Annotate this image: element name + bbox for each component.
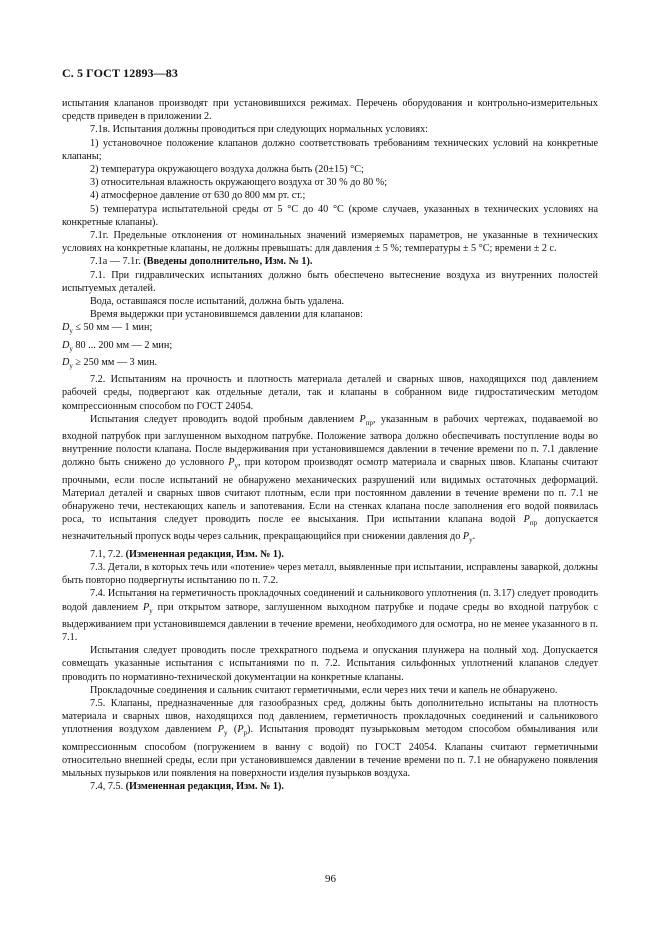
paragraph: Время выдержки при установившемся давлении для клапанов: [90,309,363,321]
paragraph: 7.2. Испытаниям на прочность и плотность материала деталей и сварных швов, находящихся под давлением рабочей среды, подвергают как отдельные детали, так и клапаны в собранном виде гидростатическим методом компрессионным способом по ГОСТ 24054. [62,374,598,412]
list-item: $D_у \le 50$ мм — 1 мин; [62,322,153,336]
paragraph: 7.1. При гидравлических испытаниях должно быть обеспечено вытеснение воздуха из внутренних полостей испытуемых деталей. [62,269,598,294]
paragraph: Испытания следует проводить после трехкратного подъема и опускания плунжера на полный ход. Допускается совмещать указанные испытания с испытаниями по п. 7.2. Испытания сильфонных уплотнений клапанов следует проводить по нормативно-технической документации на конкретные клапаны. [62,645,598,683]
paragraph: 7.5. Клапаны, предназначенные для газообразных сред, должны быть дополнительно испытаны на плотность материала и сварных швов, находящихся под давлением, герметичность прокладочных соединений и сальникового уплотнения воздухом давлением $P_у$ $(P_р)$. Испытания проводят пузырьковым методом способом обмыливания или компрессионным способом (погружением в ванну с водой) по ГОСТ 24054. Клапаны считают герметичными относительно внешней среды, если при установившемся давлении в течение времени по п. 7.1 не обнаружено появления мыльных пузырьков или появления на поверхности изделия пузырьков воздуха. [62,697,598,780]
amendment-note: 7.4, 7.5. (Измененная редакция, Изм. № 1). [90,781,284,793]
page-header: С. 5 ГОСТ 12893—83 [62,66,178,80]
list-item: $D_у$ 80 ... 200 мм — 2 мин; [62,339,173,353]
paragraph: Вода, оставшаяся после испытаний, должна быть удалена. [90,296,345,308]
paragraph: испытания клапанов производят при установившихся режимах. Перечень оборудования и контрольно-измерительных средств приведен в приложении 2. [62,98,598,123]
list-item: 2) температура окружающего воздуха должна быть (20±15) °С; [90,164,364,176]
list-item: 3) относительная влажность окружающего воздуха от 30 % до 80 %; [90,177,388,189]
amendment-note: 7.1, 7.2. (Измененная редакция, Изм. № 1). [90,548,284,560]
list-item: $D_у \ge 250$ мм — 3 мин. [62,356,158,370]
paragraph: 7.1в. Испытания должны проводиться при следующих нормальных условиях: [90,124,428,136]
list-item: 5) температура испытательной среды от 5 °С до 40 °С (кроме случаев, указанных в технических условиях на конкретные клапаны). [62,203,598,228]
document-body [62,97,598,793]
list-item: 1) установочное положение клапанов должно соответствовать требованиям технических условий на конкретные клапаны; [62,137,598,162]
paragraph: 7.4. Испытания на герметичность прокладочных соединений и сальникового уплотнения (п. 3.17) следует проводить водой давлением $P_у$ при открытом затворе, заглушенном выходном патрубке и подаче среды во входной патрубок с выдерживанием при установившемся давлении в течение времени, необходимого для осмотра, но не менее указанного в п. 7.1. [62,588,598,643]
paragraph: Прокладочные соединения и сальник считают герметичными, если через них течи и капель не обнаружено. [90,684,558,696]
paragraph: 7.3. Детали, в которых течь или «потение» через металл, выявленные при испытании, исправлены заваркой, должны быть повторно подвергнуты испытанию по п. 7.2. [62,561,598,587]
paragraph: 7.1г. Предельные отклонения от номинальных значений измеряемых параметров, не указанные в технических условиях на конкретные клапаны, не должны превышать: для давления ± 5 %; температуры ± 5 °С; времени ± 2 с. [62,230,598,255]
list-item: 4) атмосферное давление от 630 до 800 мм рт. ст.; [90,190,306,202]
amendment-note: 7.1а — 7.1г. (Введены дополнительно, Изм. № 1). [90,256,313,268]
page-number: 96 [325,873,336,885]
paragraph: Испытания следует проводить водой пробным давлением $P_{пр}$, указанным в рабочих чертежах, подаваемой во входной патрубок при заглушенном выходном патрубке. Положение затвора должно обеспечивать поступление воды во внутренние полости клапана. После выдерживания при установившемся давлении в течение времени по п. 7.1 давление должно быть снижено до условного $P_у$, при котором производят осмотр материала и сварных швов. Клапаны считают прочными, если после испытаний не обнаружено механических разрушений или видимых остаточных деформаций. Материал деталей и сварных швов считают плотным, если при постоянном давлении в течение времени по п. 7.1 не обнаружено течи, нестекающих капель и запотевания. Если на стенках клапана после заполнения его водой появилась роса, то испытания следует проводить после ее высыхания. При испытании клапана водой $P_{пр}$ допускается незначительный пропуск воды через сальник, прекращающийся при снижении давления до $P_у$. [62,413,599,545]
